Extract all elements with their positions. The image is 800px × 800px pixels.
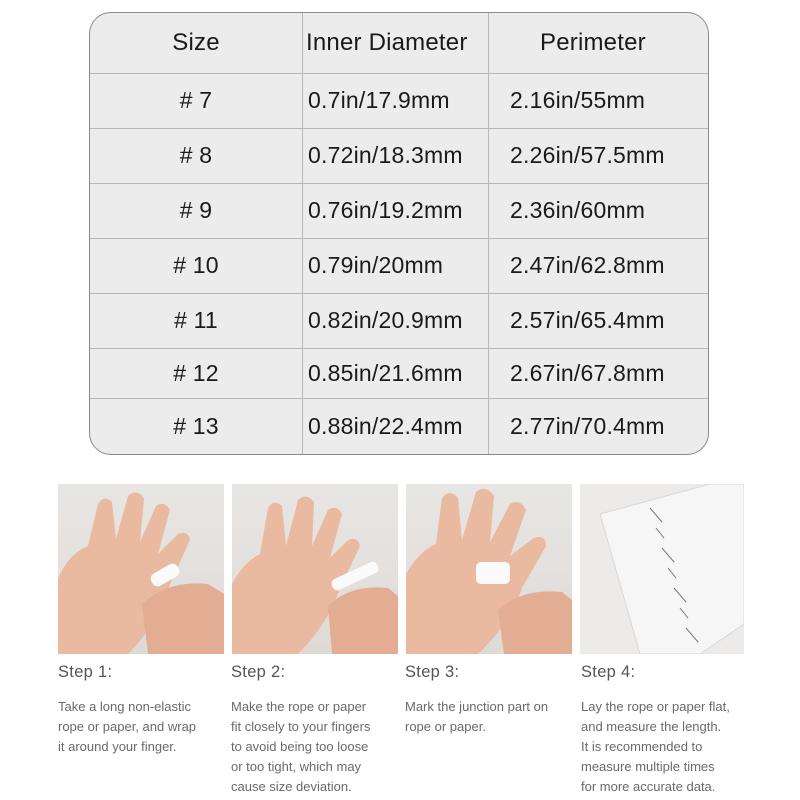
inner-diameter-cell: 0.72in/18.3mm [308,142,463,168]
table-row [90,348,708,399]
table-header-row [90,13,708,74]
step-2-title: Step 2: [231,663,286,681]
perimeter-cell: 2.26in/57.5mm [510,142,665,168]
hand-wrapping-paper-photo [58,484,224,654]
step-3-description: Mark the junction part on rope or paper. [405,699,549,734]
table-row [90,293,708,349]
perimeter-cell: 2.47in/62.8mm [510,252,665,278]
step-2-description: Make the rope or paper fit closely to your fingers to avoid being too loose or too tight, which may cause size deviation. [231,699,371,794]
step-1-description: Take a long non-elastic rope or paper, and wrap it around your finger. [58,699,197,754]
hand-marking-paper-photo [406,484,572,654]
hand-tightening-paper-photo [232,484,398,654]
header-inner-diameter: Inner Diameter [306,29,468,56]
perimeter-cell: 2.57in/65.4mm [510,307,665,333]
header-size: Size [172,29,220,56]
inner-diameter-cell: 0.85in/21.6mm [308,359,463,386]
size-cell: # 11 [174,307,218,333]
step-4-description: Lay the rope or paper flat, and measure the length. It is recommended to measure multiple times for more accurate data. [581,699,730,794]
size-cell: # 13 [173,412,219,439]
table-row [90,73,708,129]
perimeter-cell: 2.67in/67.8mm [510,359,665,386]
perimeter-cell: 2.77in/70.4mm [510,412,665,439]
ruler-measuring-photo [580,484,744,654]
size-cell: # 8 [179,142,213,168]
table-row [90,398,708,454]
header-perimeter: Perimeter [540,29,646,56]
measurement-steps-photos [0,484,800,654]
table-row [90,183,708,239]
step-3-title: Step 3: [405,663,460,681]
size-cell: # 9 [179,197,213,223]
ring-size-table [89,12,709,455]
size-cell: # 12 [173,359,219,386]
inner-diameter-cell: 0.82in/20.9mm [308,307,463,333]
size-cell: # 7 [179,87,213,113]
table-row [90,128,708,184]
size-cell: # 10 [173,252,219,278]
perimeter-cell: 2.16in/55mm [510,87,646,113]
table-row [90,238,708,294]
inner-diameter-cell: 0.76in/19.2mm [308,197,463,223]
step-4-title: Step 4: [581,663,636,681]
perimeter-cell: 2.36in/60mm [510,197,646,223]
step-1-title: Step 1: [58,663,113,681]
inner-diameter-cell: 0.7in/17.9mm [308,87,450,113]
inner-diameter-cell: 0.88in/22.4mm [308,412,463,439]
inner-diameter-cell: 0.79in/20mm [308,252,444,278]
